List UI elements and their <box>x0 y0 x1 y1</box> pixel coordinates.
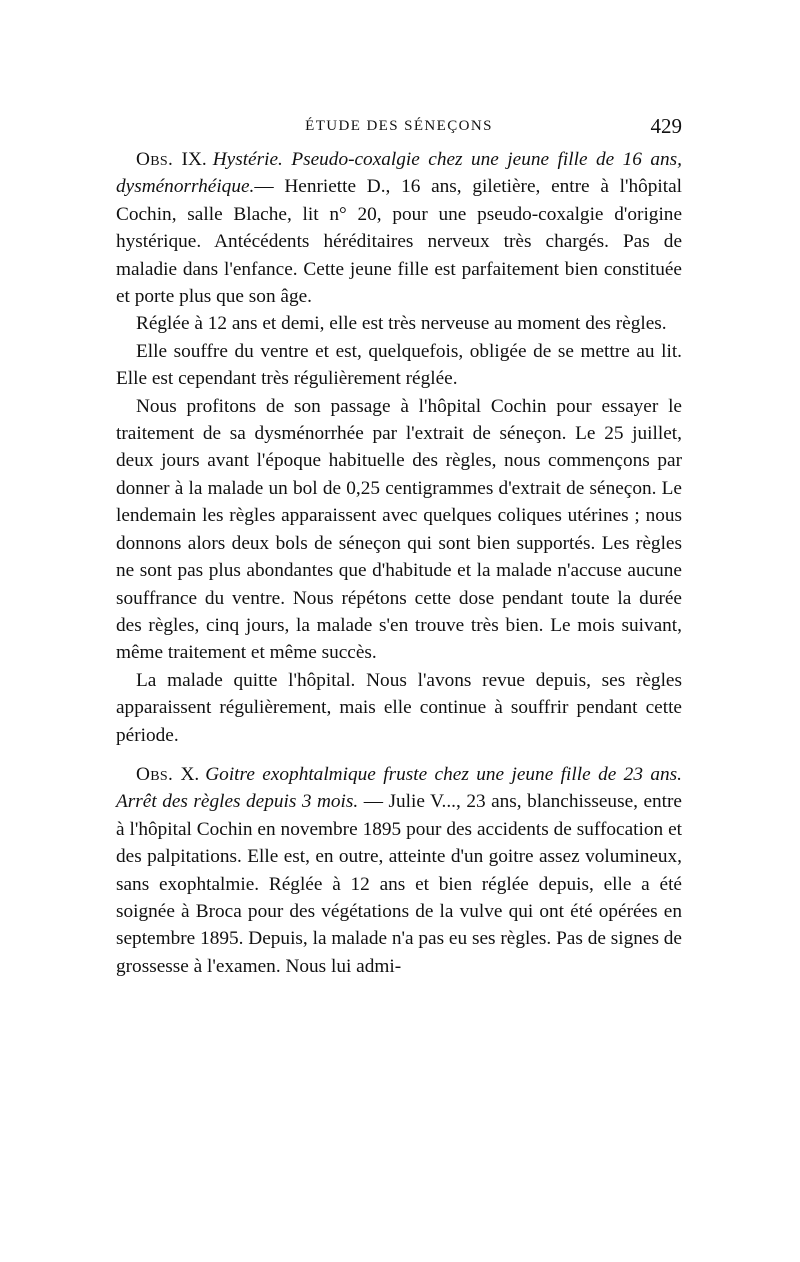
observation-text: — Julie V..., 23 ans, blanchisseuse, entre à l'hôpital Cochin en novembre 1895 pour des accidents de suffocation et des palpitations. Elle est, en outre, atteinte d'un goitre assez volumineux, sans exophtalmie. Réglée à 12 ans et bien réglée depuis, elle a été soignée à Broca pour des végétations de la vulve qui ont été opérées en septembre 1895. Depuis, la malade n'a pas eu ses règles. Pas de signes de grossesse à l'examen. Nous lui admi- <box>116 791 682 977</box>
observation-number: IX. <box>181 149 207 170</box>
observation-title: Goitre exophtalmique fruste chez une jeune fille de 23 ans. Arrêt des règles depuis 3 mois. <box>116 763 682 813</box>
observation-label: Obs. <box>136 149 174 170</box>
page-header <box>116 114 682 140</box>
paragraph-follow-up: La malade quitte l'hôpital. Nous l'avons revue depuis, ses règles apparaissent régulièrement, mais elle continue à souffrir pendant cette période. <box>116 669 682 746</box>
paragraph-treatment: Nous profitons de son passage à l'hôpital Cochin pour essayer le traitement de sa dysménorrhée par l'extrait de séneçon. Le 25 juillet, deux jours avant l'époque habituelle des règles, nous commençons par donner à la malade un bol de 0,25 centigrammes d'extrait de séneçon. Le lendemain les règles apparaissent avec quelques coliques utérines ; nous donnons alors deux bols de séneçon qui sont bien supportés. Les règles ne sont pas plus abondantes que d'habitude et la malade n'accuse aucune souffrance du ventre. Nous répétons cette dose pendant toute la durée des règles, cinq jours, la malade s'en trouve très bien. Le mois suivant, même traitement et même succès. <box>116 395 682 664</box>
observation-text: — Henriette D., 16 ans, giletière, entre à l'hôpital Cochin, salle Blache, lit n° 20, pour une pseudo-coxalgie d'origine hystérique. Antécédents héréditaires nerveux très chargés. Pas de maladie dans l'enfance. Cette jeune fille est parfaitement bien constituée et porte plus que son âge. <box>116 176 682 308</box>
section-spacer <box>116 749 682 761</box>
observation-9-paragraph <box>116 146 682 310</box>
observation-label: Obs. <box>136 763 174 785</box>
paragraph-menses: Réglée à 12 ans et demi, elle est très nerveuse au moment des règles. <box>136 313 667 335</box>
observation-10-paragraph <box>116 761 682 980</box>
page-body <box>116 146 682 980</box>
running-title: ÉTUDE DES SÉNEÇONS <box>305 118 493 134</box>
paragraph-symptoms: Elle souffre du ventre et est, quelquefois, obligée de se mettre au lit. Elle est cependant très régulièrement réglée. <box>116 340 682 390</box>
observation-number: X. <box>180 763 200 785</box>
page-number: 429 <box>650 114 682 138</box>
observation-title: Hystérie. Pseudo-coxalgie chez une jeune fille de 16 ans, dysménorrhéique. <box>116 149 682 198</box>
